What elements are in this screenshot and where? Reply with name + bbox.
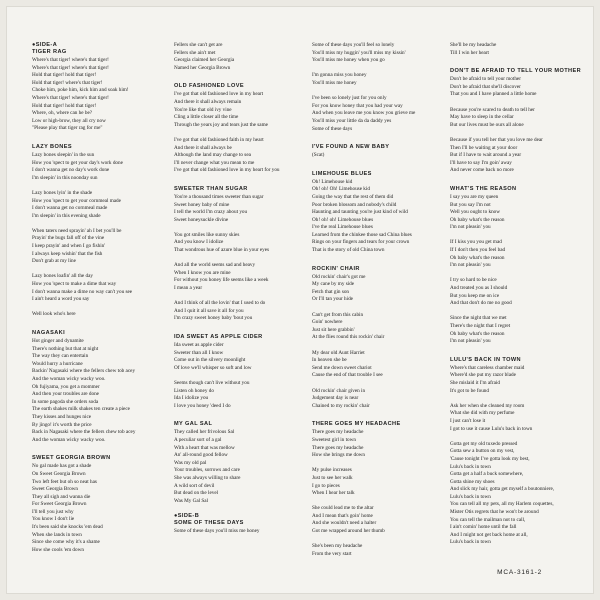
song-block: [174, 42, 304, 72]
lyric-line: I always keep wishin' that the fish: [32, 250, 103, 257]
lyric-line: Oh! oh! Oh! Limehouse kid: [312, 186, 370, 193]
lyric-line: Judgement day is near: [312, 395, 359, 402]
lyric-line: But dead on the level: [174, 490, 219, 497]
song-title: SWEETER THAN SUGAR: [174, 185, 248, 192]
lyric-line: Hot ginger and dynamite: [32, 338, 84, 344]
lyric-line: Don't be afraid to tell your mother: [450, 76, 521, 83]
lyric-line: A wild sort of devil: [174, 482, 215, 489]
lyric-line: I just can't lose it: [450, 417, 486, 424]
lyric-line: They kisses and hunges nice: [32, 413, 92, 420]
lyric-line: Was my old pal: [174, 459, 207, 466]
lyric-line: That you and I have planned a little home: [450, 91, 537, 98]
lyric-line: You'll miss me honey when you go: [312, 57, 385, 64]
lyric-line: [312, 460, 442, 468]
lyric-line: [32, 182, 162, 190]
song-block: [32, 49, 162, 133]
lyric-line: And treated you as I should: [450, 285, 508, 292]
lyric-line: [174, 293, 304, 301]
lyric-line: Sweet honeysuckle divine: [174, 216, 229, 223]
lyric-line: Because you're scared to death to tell her: [450, 106, 535, 113]
lyric-line: Would hurry a hurricane: [32, 360, 83, 367]
lyric-line: The earth shakes milk shakes ten create a piece: [32, 406, 130, 413]
song-block: [450, 357, 580, 547]
lyric-line: I say you are my queen: [450, 193, 499, 200]
song-title: OLD FASHIONED LOVE: [174, 83, 244, 90]
lyric-line: [174, 224, 304, 232]
lyric-line: 'Cause tonight I've gotta look my best,: [450, 455, 530, 462]
lyric-line: Because if you tell her that you love me dear: [450, 136, 543, 143]
lyric-line: But you say I'm not: [450, 201, 491, 208]
lyric-line: Back in Nagasaki where the fellers chew tob acey: [32, 429, 136, 436]
song-block: [174, 334, 304, 410]
lyrics-column-4: [450, 42, 580, 547]
lyric-line: You know I don't lie: [32, 516, 75, 523]
lyric-line: Since she come why it's a shame: [32, 539, 100, 546]
lyric-line: And the woman wicky wacky woo.: [32, 436, 106, 443]
lyric-line: I've got that old fashioned love in my heart: [174, 91, 264, 98]
lyric-line: How you 'spect to get your cornmeal made: [32, 197, 121, 204]
lyric-line: I'll tell you just why: [32, 508, 74, 515]
lyric-line: Some of these days: [312, 125, 353, 132]
lyric-line: In some pagoda she orders soda: [32, 398, 99, 405]
song-title: I'VE FOUND A NEW BABY: [312, 144, 390, 151]
lyric-line: What she did with my perfume: [450, 410, 515, 417]
lyric-line: Old rockin' chair given in: [312, 387, 366, 394]
song-title: SWEET GEORGIA BROWN: [32, 455, 111, 462]
lyric-line: When I know you are mine: [174, 269, 231, 276]
lyric-line: Gotta sew a button on my vest,: [450, 448, 515, 455]
lyric-line: It's been said she knocks 'em dead: [32, 524, 103, 531]
lyric-line: That is the story of old China town: [312, 247, 385, 254]
lyric-line: [450, 129, 580, 137]
lyric-line: Oh baby what's the reason: [450, 330, 505, 337]
lyric-line: They all sigh and wanna die: [32, 493, 91, 500]
lyric-line: I don't wanna make a dime no way can't you see: [32, 288, 133, 295]
side-label: ●SIDE-A: [32, 42, 58, 48]
song-title: THERE GOES MY HEADACHE: [312, 421, 401, 428]
lyric-line: Gotta get a half a buck somewhere,: [450, 471, 524, 478]
lyric-line: But if I have to wait around a year: [450, 152, 522, 159]
lyric-line: Can't get from this cabin: [312, 311, 364, 318]
lyric-line: Then I'll be waiting at your door: [450, 144, 518, 151]
lyric-line: I'm sleepin' in this noonday sun: [32, 174, 98, 181]
song-title: LULU'S BACK IN TOWN: [450, 356, 521, 363]
lyrics-column-3: [312, 42, 442, 558]
lyric-line: Old rockin' chair's got me: [312, 273, 366, 280]
lyric-line: When she lands in town: [32, 531, 82, 538]
lyric-line: You got smiles like sunny skies: [174, 231, 240, 238]
lyric-line: Fellers she can't get are: [174, 42, 223, 48]
song-block: [174, 186, 304, 323]
lyric-line: [312, 536, 442, 544]
lyric-line: Lulu's back in town: [450, 539, 491, 546]
lyric-line: I'm not pleasin' you: [450, 224, 491, 231]
lyric-line: I mean a year: [174, 285, 203, 292]
lyric-line: In heaven she be: [312, 357, 347, 364]
lyric-line: Hold that tiger! where's that tiger!: [32, 79, 103, 86]
lyric-line: Fellers she ain't met: [174, 49, 216, 56]
lyric-line: Listen oh honey do: [174, 387, 214, 394]
song-title: MY GAL SAL: [174, 421, 213, 428]
lyric-line: She was always willing to share: [174, 474, 241, 481]
lyric-line: I'll have to say I'm goin' away: [450, 159, 512, 166]
lyrics-column-2: [174, 42, 304, 536]
lyric-line: How you 'spect to make a dime that way: [32, 281, 117, 288]
lyric-line: Fetch that gin son: [312, 288, 350, 295]
lyric-line: Send me down sweet chariot: [312, 364, 372, 371]
lyric-line: Ida I idolize you: [174, 395, 209, 402]
lyric-line: Hold that tiger! hold that tiger!: [32, 102, 97, 109]
lyric-line: Gotta shine my shoes: [450, 478, 495, 485]
song-title: WHAT'S THE REASON: [450, 185, 517, 192]
lyric-line: And I might not get back home at all,: [450, 531, 528, 538]
lyric-line: If I don't then you feel bad: [450, 247, 506, 254]
lyric-line: I keep prayin' and when I go fishin': [32, 243, 106, 250]
lyric-line: And never come back no more: [450, 167, 514, 174]
song-block: [312, 421, 442, 558]
lyric-line: Lazy bones lyin' in the shade: [32, 189, 93, 196]
lyric-line: I'll never change what you mean to me: [174, 159, 255, 166]
lyric-line: Well you ought to know: [450, 209, 501, 216]
lyric-line: Just sit here grabbin': [312, 326, 355, 333]
lyric-line: Cause the end of that trouble I see: [312, 372, 383, 379]
lyric-line: Oh fujiyama, you get a mommer: [32, 383, 100, 390]
lyric-line: Oh! Limehouse kid: [312, 178, 353, 185]
lyric-line: [32, 304, 162, 312]
lyric-line: Where's that tiger! where's that tiger!: [32, 57, 109, 63]
lyric-line: I'm sleepin' in this evening shade: [32, 212, 101, 219]
lyric-line: And the woman wicky wacky woo.: [32, 375, 106, 382]
lyric-line: Backin' Nagasaki where the fellers chew tob acey: [32, 368, 136, 375]
lyric-line: Of love we'll whisper so soft and low: [174, 364, 252, 371]
lyric-line: Some of these days you'll feel so lonely: [312, 42, 395, 48]
lyric-line: [174, 129, 304, 137]
lyric-line: Oh! oh! oh! Limehouse blues: [312, 216, 374, 223]
lyric-line: You'll miss your little da da daddy yes: [312, 117, 392, 124]
lyric-line: How she brings me down: [312, 452, 366, 459]
lyric-line: Where's that tiger! where's that tiger!: [32, 94, 109, 101]
lyric-line: And you know I idolize: [174, 239, 224, 246]
lyric-line: With a heart that was mellow: [174, 444, 235, 451]
lyric-line: Choke him, poke him, kick him and soak him!: [32, 87, 129, 94]
lyric-line: For you know honey that you had your way: [312, 102, 403, 109]
lyric-line: I'm gonna miss you honey: [312, 72, 367, 79]
lyric-line: Seems though can't live without you: [174, 379, 250, 386]
lyric-line: That wondrous hue of azure blue in your eyes: [174, 247, 270, 254]
lyric-line: [312, 304, 442, 312]
lyric-line: [450, 270, 580, 278]
lyric-line: Mister Otis regrets that he won't be around: [450, 509, 539, 516]
lyric-line: Georgia claimed her Georgia: [174, 57, 235, 64]
lyric-line: [312, 380, 442, 388]
lyric-line: I've got that old fashioned faith in my heart: [174, 136, 264, 143]
lyric-line: You'll miss me honey: [312, 79, 357, 86]
lyric-line: [450, 395, 580, 403]
lyric-line: Don't be afraid that she'll discover: [450, 83, 521, 90]
lyric-line: On Sweet Georgia Brown: [32, 470, 86, 477]
lyric-line: You'll miss my huggin' you'll miss my kissin': [312, 49, 406, 56]
lyric-line: And all the world seems sad and heavy: [174, 262, 256, 269]
lyric-line: Hold that tiger! hold that tiger!: [32, 72, 97, 79]
lyric-line: (Scat): [312, 152, 325, 159]
lyric-line: My cane by my side: [312, 281, 355, 288]
lyric-line: And I think of all the lovin' that I used to do: [174, 300, 266, 307]
lyric-line: How she cools 'em down: [32, 546, 84, 553]
lyric-line: Prayin' the bugs fall off of the vine: [32, 235, 105, 242]
lyric-line: My pulse increases: [312, 467, 352, 474]
lyric-line: I don't wanna get no day's work done: [32, 167, 110, 174]
lyric-line: She mislaid it I'm afraid: [450, 379, 500, 386]
lyric-line: If I kiss you you get mad: [450, 239, 502, 246]
song-block: [450, 186, 580, 346]
lyric-line: Haunting and taunting you're just kind of wild: [312, 209, 408, 216]
lyric-line: I try so hard to be nice: [450, 277, 497, 284]
song-title: ROCKIN' CHAIR: [312, 265, 360, 272]
song-title: LIMEHOUSE BLUES: [312, 170, 372, 177]
lyric-line: My dear old Aunt Harriet: [312, 349, 365, 356]
lyric-line: You can tell all my pets, all my Harlem coquettes,: [450, 501, 554, 508]
lyric-line: [312, 498, 442, 506]
lyric-line: I don't wanna get no cornmeal made: [32, 205, 108, 212]
lyric-line: Or I'll tan your hide: [312, 296, 353, 303]
lyric-line: And I quit it all save it all for you: [174, 307, 244, 314]
lyric-line: And then your troubles are done: [32, 391, 99, 398]
lyric-line: Poor broken blossom and nobody's child: [312, 201, 397, 208]
lyric-line: Ida sweet as apple cider: [174, 342, 224, 348]
lyric-line: Lulu's back in town: [450, 463, 491, 470]
lyric-line: When taters need sprayin' ah I bet you'll be: [32, 227, 122, 234]
lyric-line: But you keep me on ice: [450, 292, 500, 299]
song-block: [32, 42, 162, 48]
lyric-line: [450, 232, 580, 240]
lyric-sheet: [6, 6, 594, 594]
lyric-line: For without you honey life seems like a week: [174, 277, 269, 284]
lyric-line: There goes my headache: [312, 444, 364, 451]
song-block: [450, 68, 580, 175]
lyric-line: I'm crazy sweet honey baby 'bout you: [174, 315, 253, 322]
lyric-line: Lulu's back in town: [450, 493, 491, 500]
lyric-line: I tell the world I'm crazy about you: [174, 209, 248, 216]
song-block: [312, 144, 442, 160]
lyric-line: Where's that tiger! where's that tiger!: [32, 64, 109, 71]
lyric-line: [312, 342, 442, 350]
side-label: ●SIDE-B: [174, 513, 200, 520]
song-title: DON'T BE AFRAID TO TELL YOUR MOTHER: [450, 68, 582, 75]
lyric-line: Don't grab at my line: [32, 258, 76, 265]
song-block: [32, 330, 162, 444]
lyric-line: By jingo! it's worth the price: [32, 421, 92, 428]
lyric-line: There's the night that I regret: [450, 323, 511, 329]
lyric-line: Till I win her heart: [450, 49, 489, 56]
lyric-line: Just to see her walk: [312, 474, 353, 481]
song-title: TIGER RAG: [32, 49, 67, 55]
song-title: NAGASAKI: [32, 330, 66, 336]
lyric-line: [32, 266, 162, 274]
lyric-line: Your troubles, sorrows and care: [174, 467, 240, 474]
lyric-line: Where's that careless chamber maid: [450, 364, 525, 371]
lyric-line: For Sweet Georgia Brown: [32, 501, 87, 508]
lyric-line: There's nothing but that at night: [32, 345, 99, 352]
lyric-line: May have to sleep in the cellar: [450, 114, 514, 121]
lyric-line: Rings on your fingers and tears for your crown: [312, 239, 410, 246]
song-title: IDA SWEET AS APPLE CIDER: [174, 334, 263, 340]
lyric-line: Where, oh, where can he be?: [32, 110, 93, 117]
lyric-line: Oh baby what's the reason: [450, 254, 505, 261]
lyric-line: Through the years joy and tears just the same: [174, 121, 268, 128]
song-block: [174, 513, 304, 519]
lyric-line: I go to pieces: [312, 482, 340, 489]
lyric-line: And that don't do me no good: [450, 300, 512, 307]
lyric-line: She's been my headache: [312, 543, 363, 550]
lyric-line: Sweet Georgia Brown: [32, 486, 79, 493]
lyric-line: [312, 88, 442, 96]
lyric-line: I'm not pleasin' you: [450, 338, 491, 345]
lyric-line: You're a thousand times sweeter than sugar: [174, 193, 264, 200]
catalog-number: MCA-3161-2: [497, 569, 542, 576]
lyric-line: And slick my hair, gotta get myself a boutonniere,: [450, 486, 555, 493]
lyric-line: [450, 99, 580, 107]
lyric-line: At the flies round this rockin' chair: [312, 334, 385, 341]
lyric-line: Sweeter than all I know: [174, 349, 224, 356]
lyric-line: Oh baby what's the reason: [450, 216, 505, 223]
lyric-line: Got me wrapped around her thumb: [312, 528, 385, 535]
lyric-line: She could lead me to the altar: [312, 505, 374, 512]
lyric-line: Named her Georgia Brown: [174, 64, 231, 71]
lyric-line: From the very start: [312, 550, 352, 557]
song-title: LAZY BONES: [32, 143, 72, 150]
song-block: [174, 520, 304, 536]
lyric-line: Lazy bones loafin' all the day: [32, 273, 94, 280]
lyric-line: "Please play that tiger rag for me": [32, 125, 103, 132]
lyric-line: Chained to my rockin' chair: [312, 402, 370, 409]
song-block: [32, 455, 162, 554]
lyric-line: And she wouldn't need a halter: [312, 520, 377, 527]
lyric-line: Come out in the silvery moonlight: [174, 357, 246, 364]
lyric-line: Although the land may change to sea: [174, 152, 251, 159]
lyric-line: I've been so lonely just for you only: [312, 95, 387, 102]
lyric-line: [450, 433, 580, 441]
lyric-line: [450, 308, 580, 316]
lyric-line: I ain't heard a word you say: [32, 296, 90, 303]
lyric-line: Lazy bones sleepin' in the sun: [32, 151, 95, 158]
song-block: [450, 42, 580, 57]
song-block: [312, 42, 442, 133]
lyric-line: Sweetest girl in town: [312, 436, 356, 443]
lyric-line: An' all-round good fellow: [174, 452, 228, 459]
lyric-line: Goin' nowhere: [312, 319, 343, 326]
lyric-line: How you 'spect to get your day's work done: [32, 159, 123, 166]
lyric-line: And there it shall always be: [174, 144, 232, 151]
lyric-line: There goes my headache: [312, 429, 364, 436]
lyric-line: [32, 220, 162, 228]
lyric-line: I love you honey 'deed I do: [174, 402, 231, 409]
song-block: [312, 171, 442, 255]
lyric-line: It's got to be found: [450, 387, 489, 394]
lyric-line: I'm not pleasin' you: [450, 262, 491, 269]
song-block: [32, 144, 162, 319]
lyric-line: I've got that old fashioned love in my heart for you: [174, 167, 280, 174]
lyric-line: I've the real Limehouse blues: [312, 224, 373, 231]
song-block: [174, 421, 304, 505]
lyric-line: I ain't comin' home until the fall: [450, 524, 517, 531]
lyric-line: [312, 65, 442, 73]
lyric-line: Well look who's here: [32, 311, 76, 318]
lyric-line: Since the night that we met: [450, 315, 507, 322]
lyric-line: Where'd she put my razor blade: [450, 372, 516, 379]
lyric-line: Two left feet but oh so neat has: [32, 478, 97, 485]
song-title: SOME OF THESE DAYS: [174, 520, 244, 527]
lyric-line: But our lives must be ours all alone: [450, 121, 524, 128]
lyric-line: Gotta get my old tuxedo pressed: [450, 440, 518, 447]
lyric-line: She'll be my headache: [450, 42, 497, 48]
lyric-line: And there it shall always remain: [174, 98, 242, 105]
song-block: [312, 266, 442, 411]
lyric-line: [174, 372, 304, 380]
lyric-line: And when you leave me you know you grieve me: [312, 110, 416, 117]
lyric-line: Was My Gal Sal: [174, 497, 209, 504]
lyric-line: Low or high-brow, they all cry now: [32, 117, 106, 124]
lyric-line: You're like that old ivy vine: [174, 106, 232, 113]
lyrics-column-1: [32, 42, 162, 554]
lyric-line: Some of these days you'll miss me honey: [174, 528, 260, 535]
lyric-line: Cling a little closer all the time: [174, 114, 239, 121]
lyric-line: They called her frivolous Sal: [174, 429, 235, 436]
lyric-line: And I mean that's goin' home: [312, 512, 373, 519]
lyric-line: No gal made has got a shade: [32, 463, 92, 470]
song-block: [174, 83, 304, 175]
lyric-line: A peculiar sort of a gal: [174, 436, 222, 443]
lyric-line: Sweet honey baby of mine: [174, 201, 230, 208]
lyric-line: Going the way that the rest of them did: [312, 193, 394, 200]
lyric-line: When I hear her talk: [312, 490, 355, 497]
lyric-line: [174, 255, 304, 263]
lyric-line: Learned from the chinkee those sad China blues: [312, 231, 412, 238]
lyric-line: The way they can entertain: [32, 353, 89, 360]
lyric-line: I got to use it cause Lulu's back in town: [450, 425, 533, 432]
lyric-line: Ask her when she cleaned my room: [450, 402, 525, 409]
lyric-line: You can tell the mailman not to call,: [450, 516, 526, 523]
